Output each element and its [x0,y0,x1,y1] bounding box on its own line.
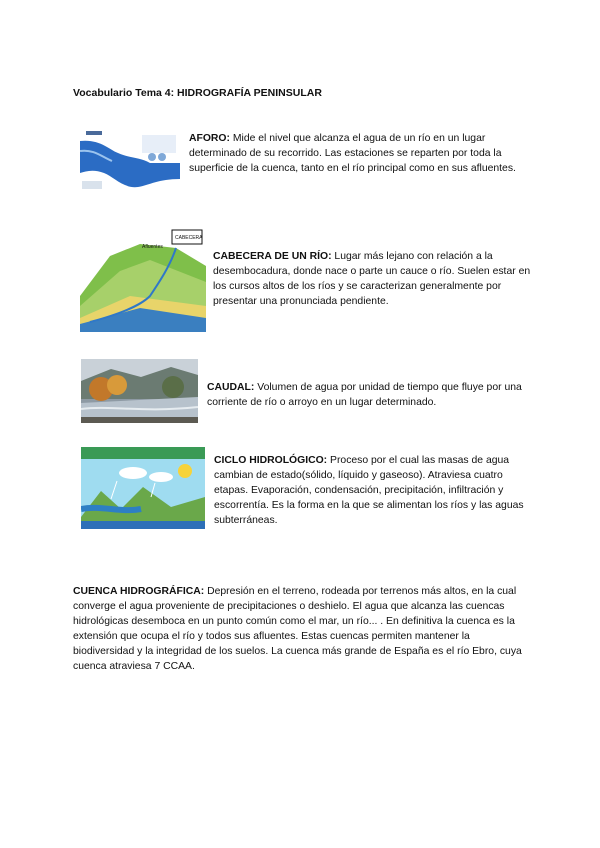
entry-ciclo [214,453,532,528]
definition-aforo: Mide el nivel que alcanza el agua de un río en un lugar determinado de su recorrido. Las estaciones se reparten por toda la superficie de la cuenca, tanto en el río principal como en sus afluentes. [189,133,516,174]
ciclo-image [81,447,205,529]
entry-cabecera [213,249,533,309]
definition-caudal: Volumen de agua por unidad de tiempo que fluye por una corriente de río o arroyo en un lugar determinado. [207,382,522,408]
term-cuenca: CUENCA HIDROGRÁFICA: [73,586,205,597]
afluentes-label: Afluentes [142,244,163,250]
term-ciclo: CICLO HIDROLÓGICO: [214,455,328,466]
cabecera-label: CABECERA [175,235,203,241]
definition-ciclo: Proceso por el cual las masas de agua cambian de estado(sólido, líquido y gaseoso). Atraviesa cuatro etapas. Evaporación, condensación, precipitación, infiltración y escorrentía. Es la forma en la que se alimentan los ríos y las aguas subterráneas. [214,455,524,526]
page-title: Vocabulario Tema 4: HIDROGRAFÍA PENINSULAR [73,87,322,99]
cabecera-image [80,226,206,332]
definition-cabecera: Lugar más lejano con relación a la desembocadura, donde nace o parte un cauce o río. Suelen estar en los cursos altos de los ríos y se caracterizan generalmente por presentar una pronunciada pendiente. [213,251,531,307]
entry-aforo [189,131,534,176]
aforo-image [80,127,180,195]
term-aforo: AFORO: [189,133,230,144]
entry-cuenca [73,584,533,674]
caudal-image [81,359,198,423]
definition-cuenca: Depresión en el terreno, rodeada por terrenos más altos, en la cual converge el agua proveniente de precipitaciones o deshielo. El agua que alcanza las cuencas hidrológicas desemboca en un punto común como el mar, un río... . En definitiva la cuenca es la extensión que ocupa el río y todos sus afluentes. Estas cuencas permiten mantener la biodiversidad y la integridad de los suelos. La cuenca más grande de España es el río Ebro, cuya cuenca atraviesa 7 CCAA. [73,586,522,672]
term-cabecera: CABECERA DE UN RÍO: [213,251,332,262]
term-caudal: CAUDAL: [207,382,255,393]
entry-caudal [207,380,537,410]
